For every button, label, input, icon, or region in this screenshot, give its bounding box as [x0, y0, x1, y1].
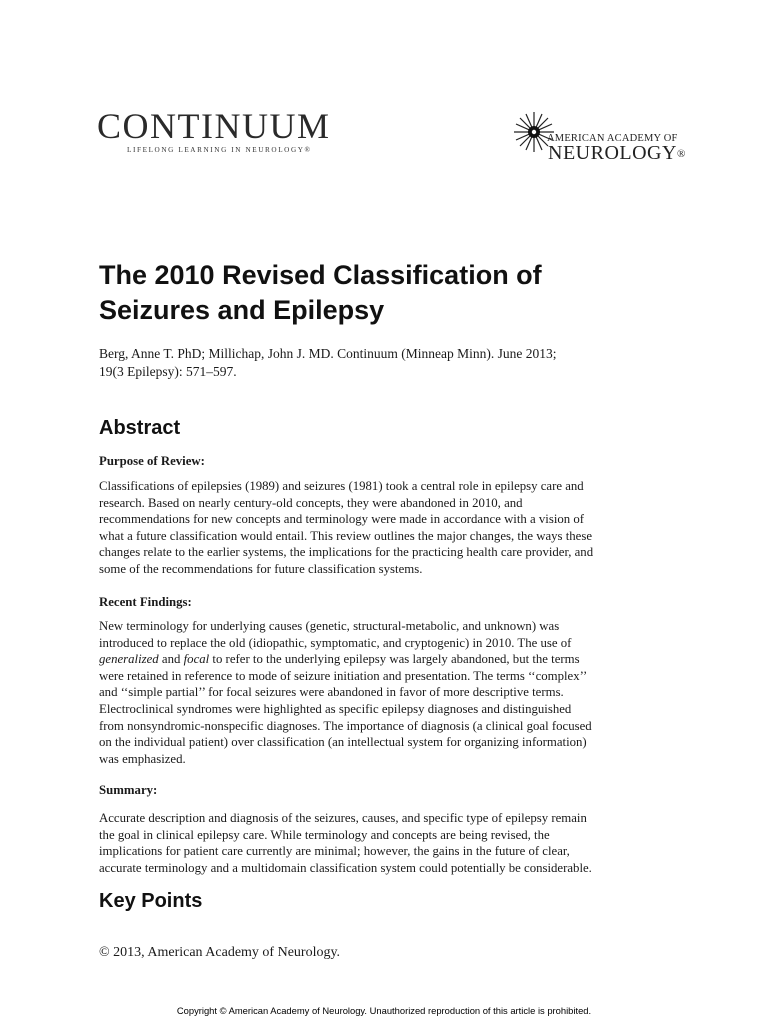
paragraph-line: was emphasized.: [99, 751, 186, 766]
aan-logo-reg: ®: [676, 148, 686, 160]
text-run: to refer to the underlying epilepsy was largely abandoned, but the terms: [209, 652, 580, 667]
paragraph-line: were retained in reference to mode of seizure initiation and presentation. The terms ‘‘complex’’: [99, 668, 588, 683]
italic-term: focal: [183, 652, 210, 667]
citation-line: Berg, Anne T. PhD; Millichap, John J. MD. Continuum (Minneap Minn). June 2013;: [99, 346, 557, 361]
copyright-footer: Copyright © American Academy of Neurology. Unauthorized reproduction of this article is prohibited.: [176, 1005, 592, 1016]
paragraph-line: implications for patient care currently are minimal; however, the gains in the future of clear,: [99, 844, 570, 859]
purpose-paragraph: [99, 478, 679, 578]
paragraph-line: accurate terminology and a multidomain classification system could potentially be considerable.: [99, 860, 592, 875]
purpose-label: Purpose of Review:: [99, 454, 205, 468]
aan-logo-top-text: AMERICAN ACADEMY OF: [547, 133, 678, 144]
summary-paragraph: [99, 810, 679, 876]
paragraph-line: Accurate description and diagnosis of the seizures, causes, and specific type of epilepsy remain: [99, 811, 587, 825]
paragraph-line: research. Based on nearly century-old concepts, they were abandoned in 2010, and: [99, 495, 523, 510]
continuum-logo: [97, 108, 331, 154]
citation-line: 19(3 Epilepsy): 571–597.: [99, 364, 237, 379]
paragraph-line: [99, 651, 679, 668]
paragraph-line: Classifications of epilepsies (1989) and seizures (1981) took a central role in epilepsy care and: [99, 479, 584, 493]
abstract-heading: Abstract: [99, 417, 181, 439]
paragraph-line: and ‘‘simple partial’’ for focal seizures were abandoned in favor of more descriptive terms.: [99, 685, 564, 700]
paragraph-line: New terminology for underlying causes (genetic, structural-metabolic, and unknown) was: [99, 619, 560, 633]
paragraph-line: Electroclinical syndromes were highlighted as specific epilepsy diagnoses and distinguished: [99, 701, 572, 716]
text-run: and: [158, 652, 184, 667]
summary-label: Summary:: [99, 783, 158, 797]
aan-logo: [512, 108, 692, 164]
key-points-heading: Key Points: [99, 890, 203, 912]
article-citation: [99, 345, 659, 381]
paragraph-line: recommendations for new concepts and terminology were made in accordance with a vision of: [99, 512, 585, 527]
findings-label: Recent Findings:: [99, 595, 192, 609]
paragraph-line: on the individual patient) over classification (an intellectual system for organizing information): [99, 735, 587, 750]
article-title: The 2010 Revised Classification of Seizures and Epilepsy: [99, 260, 542, 325]
paragraph-line: introduced to replace the old (idiopathic, symptomatic, and cryptogenic) in 2010. The use of: [99, 635, 572, 650]
italic-term: generalized: [99, 652, 159, 667]
continuum-tagline: LIFELONG LEARNING IN NEUROLOGY®: [127, 146, 312, 154]
aan-logo-main-text: NEUROLOGY: [548, 142, 677, 164]
continuum-logo-text: CONTINUUM: [97, 106, 331, 146]
paragraph-line: what a future classification would entail. This review outlines the major changes, the ways these: [99, 528, 593, 543]
aan-copyright: © 2013, American Academy of Neurology.: [99, 945, 341, 960]
findings-paragraph: [99, 618, 679, 767]
paragraph-line: the goal in clinical epilepsy care. While terminology and concepts are being revised, the: [99, 827, 550, 842]
paragraph-line: from nonsyndromic-nonspecific diagnoses. The importance of diagnosis (a clinical goal focused: [99, 718, 592, 733]
paragraph-line: changes relate to the earlier systems, the implications for the practicing health care provider, and: [99, 545, 594, 560]
aan-logo-main: [548, 142, 686, 165]
paragraph-line: some of the recommendations for future classification systems.: [99, 561, 423, 576]
